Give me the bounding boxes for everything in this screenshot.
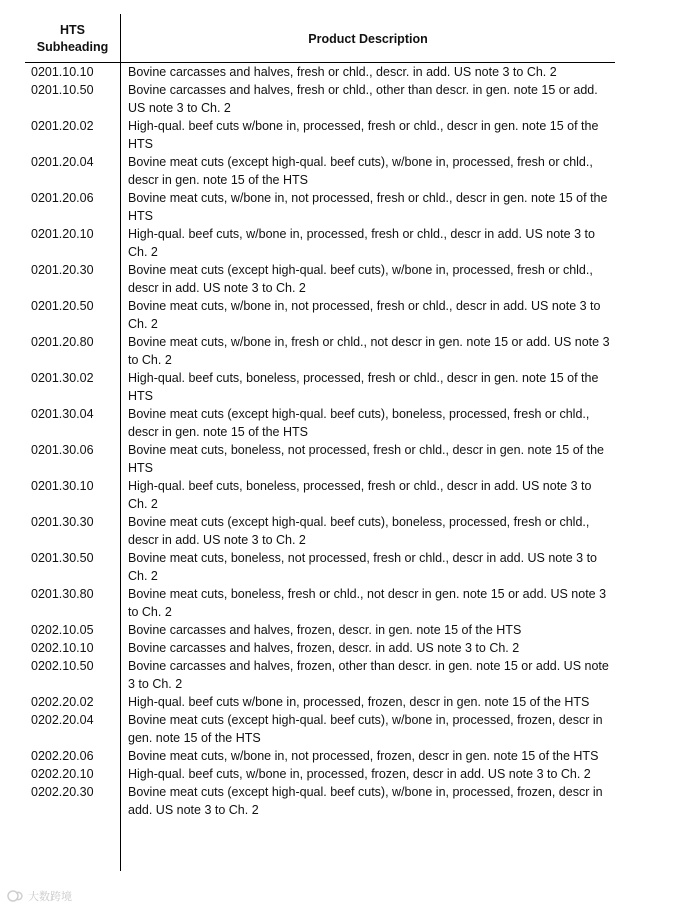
table-row	[0, 225, 676, 261]
hts-code: 0202.20.02	[31, 695, 94, 709]
product-description: High-qual. beef cuts, w/bone in, processed, frozen, descr in add. US note 3 to Ch. 2	[128, 767, 591, 781]
hts-code: 0201.20.50	[31, 299, 94, 313]
product-description: Bovine meat cuts, w/bone in, not processed, fresh or chld., descr in gen. note 15 of the HTS	[128, 191, 608, 223]
table-row	[0, 585, 676, 621]
hts-code: 0201.20.06	[31, 191, 94, 205]
table-row	[0, 153, 676, 189]
hts-code: 0201.30.04	[31, 407, 94, 421]
hts-code: 0202.20.10	[31, 767, 94, 781]
product-description: Bovine carcasses and halves, fresh or chld., descr. in add. US note 3 to Ch. 2	[128, 65, 557, 79]
hts-code: 0202.20.30	[31, 785, 94, 799]
hts-code: 0201.30.30	[31, 515, 94, 529]
header-hts-subheading	[25, 22, 120, 56]
hts-code: 0201.20.80	[31, 335, 94, 349]
product-description: High-qual. beef cuts, w/bone in, processed, fresh or chld., descr in add. US note 3 to Ch. 2	[128, 227, 595, 259]
hts-code: 0201.30.50	[31, 551, 94, 565]
hts-code: 0201.20.30	[31, 263, 94, 277]
header-hts-line1: HTS	[60, 23, 85, 37]
product-description: High-qual. beef cuts w/bone in, processed, fresh or chld., descr in gen. note 15 of the HTS	[128, 119, 599, 151]
table-row	[0, 765, 676, 783]
hts-code: 0202.10.10	[31, 641, 94, 655]
header-product-description: Product Description	[308, 32, 428, 46]
table-row	[0, 477, 676, 513]
product-description: Bovine meat cuts (except high-qual. beef cuts), boneless, processed, fresh or chld., descr in add. US note 3 to Ch. 2	[128, 515, 590, 547]
table-row	[0, 711, 676, 747]
product-description: Bovine meat cuts (except high-qual. beef cuts), w/bone in, processed, frozen, descr in add. US note 3 to Ch. 2	[128, 785, 603, 817]
table-row	[0, 693, 676, 711]
table-row	[0, 297, 676, 333]
watermark-text: 大数跨境	[28, 891, 72, 903]
table-row	[0, 369, 676, 405]
hts-code: 0201.20.10	[31, 227, 94, 241]
header-hts-line2: Subheading	[36, 40, 109, 54]
table-row	[0, 621, 676, 639]
table-row	[0, 405, 676, 441]
hts-code: 0201.10.50	[31, 83, 94, 97]
product-description: Bovine meat cuts (except high-qual. beef cuts), w/bone in, processed, fresh or chld., descr in add. US note 3 to Ch. 2	[128, 263, 593, 295]
product-description: Bovine meat cuts, w/bone in, not processed, frozen, descr in gen. note 15 of the HTS	[128, 749, 599, 763]
product-description: Bovine meat cuts (except high-qual. beef cuts), boneless, processed, fresh or chld., descr in gen. note 15 of the HTS	[128, 407, 590, 439]
table-row	[0, 657, 676, 693]
hts-code: 0201.20.04	[31, 155, 94, 169]
hts-code: 0201.10.10	[31, 65, 94, 79]
product-description: Bovine meat cuts, w/bone in, fresh or chld., not descr in gen. note 15 or add. US note 3 to Ch. 2	[128, 335, 610, 367]
table-row	[0, 63, 676, 81]
product-description: Bovine carcasses and halves, frozen, descr. in gen. note 15 of the HTS	[128, 623, 522, 637]
hts-code: 0202.10.05	[31, 623, 94, 637]
table-row	[0, 333, 676, 369]
product-description: Bovine meat cuts, boneless, not processed, fresh or chld., descr in gen. note 15 of the HTS	[128, 443, 604, 475]
product-description: Bovine carcasses and halves, frozen, descr. in add. US note 3 to Ch. 2	[128, 641, 520, 655]
table-row	[0, 513, 676, 549]
table-row	[0, 189, 676, 225]
hts-code: 0202.20.04	[31, 713, 94, 727]
table-body	[0, 63, 676, 819]
hts-code: 0201.30.80	[31, 587, 94, 601]
table-row	[0, 117, 676, 153]
hts-code: 0202.10.50	[31, 659, 94, 673]
hts-code: 0201.20.02	[31, 119, 94, 133]
table-row	[0, 549, 676, 585]
product-description: Bovine meat cuts, w/bone in, not processed, fresh or chld., descr in add. US note 3 to Ch. 2	[128, 299, 601, 331]
table-row	[0, 441, 676, 477]
table-row	[0, 261, 676, 297]
table-row	[0, 81, 676, 117]
product-description: Bovine meat cuts, boneless, fresh or chld., not descr in gen. note 15 or add. US note 3 to Ch. 2	[128, 587, 607, 619]
product-description: High-qual. beef cuts, boneless, processed, fresh or chld., descr in gen. note 15 of the HTS	[128, 371, 599, 403]
hts-code: 0202.20.06	[31, 749, 94, 763]
table-row	[0, 639, 676, 657]
table-row	[0, 783, 676, 819]
hts-code: 0201.30.10	[31, 479, 94, 493]
watermark	[6, 888, 72, 904]
product-description: High-qual. beef cuts w/bone in, processed, frozen, descr in gen. note 15 of the HTS	[128, 695, 590, 709]
product-description: Bovine carcasses and halves, fresh or chld., other than descr. in gen. note 15 or add. US note 3 to Ch. 2	[128, 83, 598, 115]
product-description: Bovine meat cuts (except high-qual. beef cuts), w/bone in, processed, frozen, descr in gen. note 15 of the HTS	[128, 713, 603, 745]
table-row	[0, 747, 676, 765]
hts-code: 0201.30.02	[31, 371, 94, 385]
product-description: High-qual. beef cuts, boneless, processed, fresh or chld., descr in add. US note 3 to Ch. 2	[128, 479, 592, 511]
hts-code: 0201.30.06	[31, 443, 94, 457]
product-description: Bovine meat cuts (except high-qual. beef cuts), w/bone in, processed, fresh or chld., descr in gen. note 15 of the HTS	[128, 155, 593, 187]
product-description: Bovine carcasses and halves, frozen, other than descr. in gen. note 15 or add. US note 3 to Ch. 2	[128, 659, 609, 691]
product-description: Bovine meat cuts, boneless, not processed, fresh or chld., descr in add. US note 3 to Ch. 2	[128, 551, 598, 583]
brand-logo-icon	[6, 889, 24, 903]
